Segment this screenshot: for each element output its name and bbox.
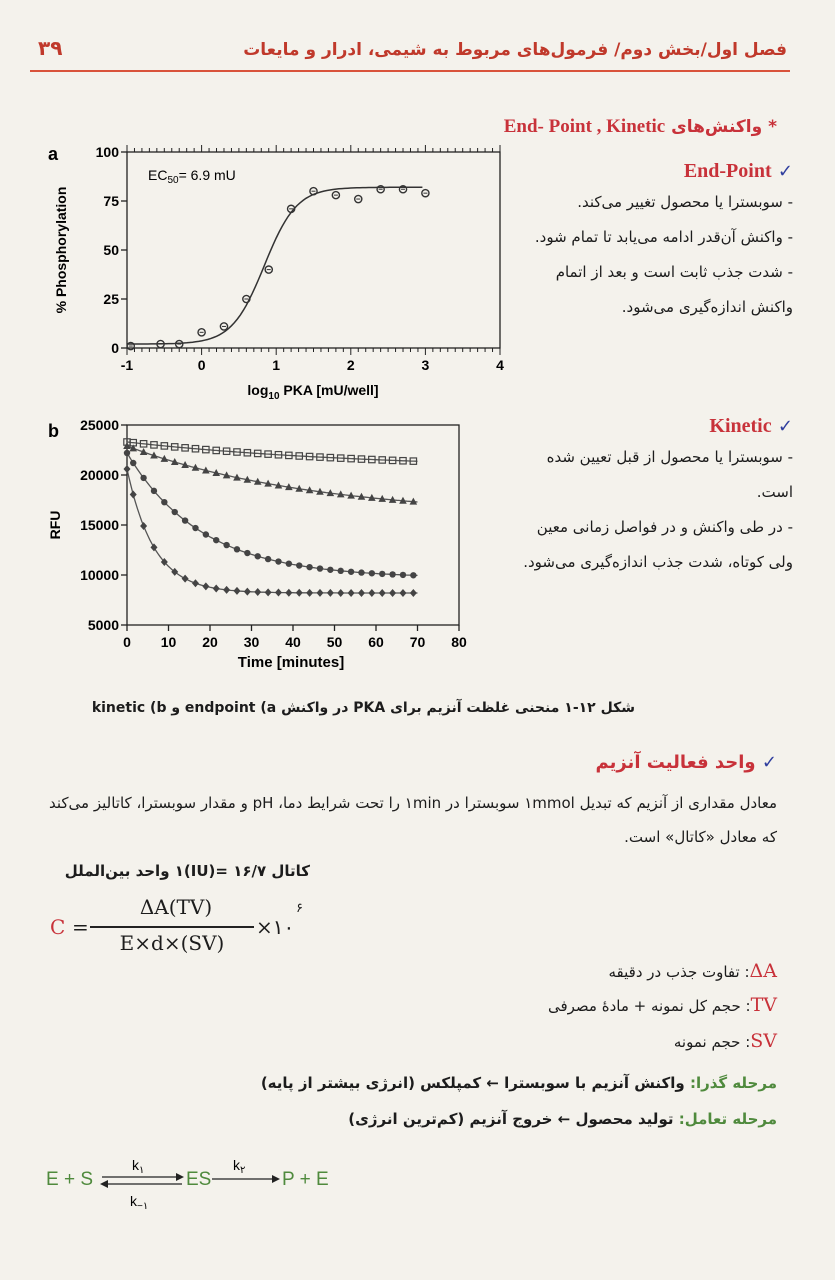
chart-b-point-diamond	[202, 582, 209, 590]
chart-a-fit-curve	[127, 187, 422, 344]
chart-b-point-circle	[410, 572, 416, 578]
chart-a-xtick-label: 2	[346, 357, 355, 373]
chart-b-point-diamond	[275, 589, 282, 597]
chart-b-point-circle	[275, 558, 281, 564]
chart-b-point-circle	[400, 572, 406, 578]
chart-b-point-diamond	[182, 575, 189, 583]
chart-b-point-circle	[172, 509, 178, 515]
definition-delta-a: ΔA: تفاوت جذب در دقیقه	[608, 960, 777, 982]
chart-b-xtick-label: 0	[123, 634, 131, 650]
chart-b-point-circle	[327, 567, 333, 573]
chart-b-xtick-label: 50	[326, 634, 343, 650]
chart-b-point-diamond	[327, 589, 334, 597]
chart-b-point-diamond	[399, 589, 406, 597]
formula-lhs: C	[50, 915, 66, 939]
kinetic-line-1: - سوبسترا یا محصول از قبل تعیین شده است.	[546, 448, 793, 501]
formula-multiplier: ×۱۰	[256, 915, 295, 939]
chart-b-point-circle	[151, 488, 157, 494]
chart-b-point-circle	[255, 553, 261, 559]
chart-b-point-diamond	[389, 589, 396, 597]
chart-b-point-diamond	[233, 587, 240, 595]
chart-b-point-diamond	[285, 589, 292, 597]
chart-b-ytick-label: 20000	[80, 467, 119, 483]
chart-b-point-circle	[140, 475, 146, 481]
section-heading-reactions	[504, 116, 777, 138]
chart-b-axes	[80, 417, 467, 650]
product-arrowhead	[272, 1175, 280, 1183]
chart-b-xtick-label: 10	[160, 634, 177, 650]
chart-a-xlabel: $\log_{10}$ PKA [mU/well]	[247, 382, 379, 402]
unit-definition-paragraph: معادل مقداری از آنزیم که تبدیل ۱mmol سوبسترا در ۱min را تحت شرایط دما، pH و مقدار سوبسترا، کاتالیز می‌کند که معادل «کاتال» است.	[49, 794, 777, 846]
check-icon: ✓	[777, 161, 793, 182]
chart-b-ylabel: RFU	[47, 510, 63, 540]
reaction-reactants: E + S	[46, 1169, 93, 1190]
chart-a-xtick-label: 3	[421, 357, 430, 373]
chart-b-panel-label: b	[48, 421, 59, 441]
chart-b-point-diamond	[223, 586, 230, 594]
chart-b-point-circle	[213, 537, 219, 543]
chart-b-xtick-label: 70	[409, 634, 426, 650]
chart-b-point-diamond	[337, 589, 344, 597]
chart-b-ytick-label: 5000	[87, 617, 119, 633]
reaction-complex: ES	[186, 1169, 212, 1190]
chart-b-point-diamond	[192, 579, 199, 587]
chart-b-point-diamond	[254, 588, 261, 596]
header-rule	[30, 70, 790, 72]
formula-exponent: ۶	[296, 901, 303, 916]
chart-a-xtick-label: -1	[120, 357, 134, 373]
chart-b-xtick-label: 80	[451, 634, 467, 650]
reaction-products: P + E	[282, 1169, 329, 1190]
rate-k1: $k_۱$	[132, 1157, 145, 1176]
chart-a-panel-label: a	[48, 144, 59, 164]
chart-a-xtick-label: 1	[272, 357, 281, 373]
chart-b-ytick-label: 10000	[80, 567, 119, 583]
fraction-bar	[90, 926, 254, 928]
endpoint-heading: ✓ End-Point	[683, 160, 793, 182]
kinetic-line-2: - در طی واکنش و در فواصل زمانی معین ولی کوتاه، شدت جذب اندازه‌گیری می‌شود.	[523, 518, 793, 571]
chart-b-point-diamond	[140, 522, 147, 530]
check-icon: ✓	[777, 416, 793, 437]
katal-conversion: کاتال ۱۶/۷ =(IU)۱ واحد بین‌الملل	[64, 862, 310, 880]
kinetic-block	[523, 415, 793, 580]
chart-b-point-circle	[192, 525, 198, 531]
chart-b-point-diamond	[379, 589, 386, 597]
stage-transient: مرحله گذرا: واکنش آنزیم با سوبسترا ← کمپلکس (انرژی بیشتر از پایه)	[260, 1074, 777, 1092]
chart-a-ytick-label: 0	[111, 340, 119, 356]
chart-a-ytick-label: 100	[95, 144, 119, 160]
chart-b-point-diamond	[358, 589, 365, 597]
chart-b-point-circle	[317, 565, 323, 571]
chart-a-ytick-label: 75	[103, 193, 119, 209]
chart-b-point-circle	[389, 571, 395, 577]
chart-b-point-circle	[379, 571, 385, 577]
chart-b-xtick-label: 40	[285, 634, 301, 650]
chart-b-point-diamond	[296, 589, 303, 597]
chart-b-point-circle	[223, 542, 229, 548]
reverse-arrowhead	[100, 1180, 108, 1188]
chapter-header-title: فصل اول/بخش دوم/ فرمول‌های مربوط به شیمی، ادرار و مایعات	[243, 40, 787, 60]
chart-b-point-circle	[161, 499, 167, 505]
forward-arrowhead	[176, 1173, 184, 1181]
endpoint-line-3: - شدت جذب ثابت است و بعد از اتمام واکنش اندازه‌گیری می‌شود.	[555, 263, 793, 316]
endpoint-line-1: - سوبسترا یا محصول تغییر می‌کند.	[577, 193, 793, 211]
chart-b-point-diamond	[244, 588, 251, 596]
chart-b-series	[123, 439, 417, 597]
enzyme-reaction-scheme	[40, 1148, 360, 1218]
check-icon: ✓	[761, 752, 777, 773]
chart-b-point-circle	[182, 517, 188, 523]
chart-b-point-circle	[234, 546, 240, 552]
heading-star: *	[768, 117, 777, 137]
chart-b-point-circle	[244, 550, 250, 556]
page-number: ۳۹	[38, 36, 63, 60]
chart-b-point-diamond	[306, 589, 313, 597]
heading-title-en: End- Point , Kinetic	[503, 116, 666, 137]
chart-b-point-circle	[369, 570, 375, 576]
chart-b-point-diamond	[124, 465, 131, 473]
chart-b-rfu-time	[40, 415, 520, 675]
chart-a-ytick-label: 50	[103, 242, 119, 258]
chart-a-xtick-label: 0	[197, 357, 206, 373]
chart-b-point-circle	[348, 569, 354, 575]
chart-a-ec50-annotation: $EC_{50}= 6.9$ mU	[148, 167, 236, 186]
chart-a-ylabel: % Phosphorylation	[53, 186, 69, 314]
chart-b-xtick-label: 60	[368, 634, 384, 650]
definition-tv: TV: حجم کل نمونه + مادهٔ مصرفی	[547, 994, 777, 1016]
rate-k2: $k_۲$	[233, 1157, 246, 1176]
stage-interaction: مرحله تعامل: تولید محصول ← خروج آنزیم (کم‌ترین انرژی)	[348, 1110, 777, 1128]
chart-b-point-diamond	[316, 589, 323, 597]
formula-numerator: ΔA(TV)	[139, 895, 213, 919]
chart-b-xtick-label: 20	[202, 634, 218, 650]
chart-b-point-diamond	[150, 543, 157, 551]
chart-b-line-circle	[127, 453, 418, 575]
endpoint-line-2: - واکنش آن‌قدر ادامه می‌یابد تا تمام شود.	[534, 228, 793, 246]
endpoint-block	[523, 160, 793, 325]
kinetic-heading: ✓ Kinetic	[709, 415, 793, 437]
chart-b-point-diamond	[368, 589, 375, 597]
rate-k-minus-1: $k_{-۱}$	[130, 1193, 149, 1212]
chart-b-point-circle	[306, 564, 312, 570]
chart-b-ytick-label: 25000	[80, 417, 119, 433]
chart-b-point-circle	[124, 450, 130, 456]
chart-a-ytick-label: 25	[103, 291, 119, 307]
chart-b-point-diamond	[265, 588, 272, 596]
chart-b-point-circle	[203, 531, 209, 537]
chart-b-ytick-label: 15000	[80, 517, 119, 533]
chart-a-phosphorylation	[40, 140, 520, 410]
heading-title-fa: واکنش‌های	[671, 117, 763, 137]
chart-b-line-square	[127, 442, 418, 461]
endpoint-points	[523, 185, 793, 325]
formula-denominator: E×d×(SV)	[119, 931, 225, 955]
chart-b-point-diamond	[130, 491, 137, 499]
formula-equals: =	[72, 915, 89, 939]
kinetic-points	[523, 440, 793, 580]
chart-b-xtick-label: 30	[243, 634, 260, 650]
chart-b-point-diamond	[410, 589, 417, 597]
chart-b-point-diamond	[348, 589, 355, 597]
chart-a-xtick-label: 4	[496, 357, 504, 373]
chart-b-xlabel: Time [minutes]	[237, 654, 345, 671]
chart-a-points	[127, 186, 429, 350]
unit-heading: ✓ واحد فعالیت آنزیم	[595, 752, 777, 773]
chart-b-point-circle	[358, 569, 364, 575]
chart-b-point-circle	[265, 556, 271, 562]
chart-b-point-circle	[338, 568, 344, 574]
definition-sv: SV: حجم نمونه	[673, 1030, 777, 1052]
chart-b-point-circle	[286, 560, 292, 566]
figure-caption: شکل ۱۲-۱ منحنی غلظت آنزیم برای PKA در واکنش endpoint (a و kinetic (b	[91, 700, 635, 716]
chart-b-point-circle	[130, 460, 136, 466]
chart-b-point-circle	[296, 562, 302, 568]
chart-b-point-diamond	[213, 584, 220, 592]
